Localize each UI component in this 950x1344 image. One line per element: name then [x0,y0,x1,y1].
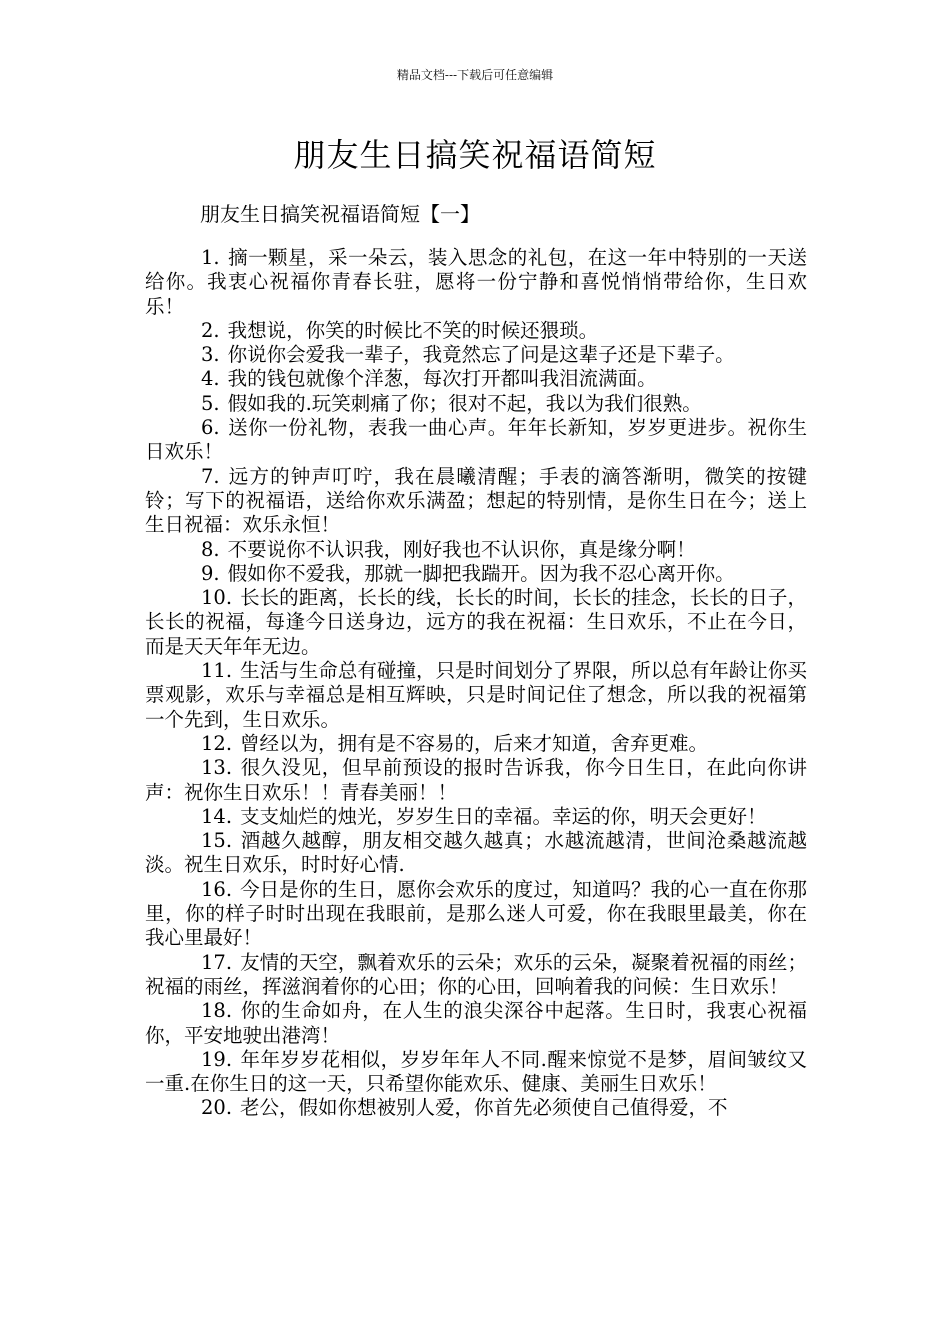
wish-text: 长长的距离，长长的线，长长的时间，长长的挂念，长长的日子，长长的祝福，每逢今日送身边，远方的我在祝福：生日欢乐，不止在今日，而是天天年年无边。 [145,586,807,658]
wish-item [145,392,807,416]
wish-number: 14. [201,804,233,828]
wish-text: 我的钱包就像个洋葱，每次打开都叫我泪流满面。 [227,367,657,391]
wish-item [145,659,807,732]
wish-number: 9. [201,561,220,585]
wish-item [145,538,807,562]
wish-text: 送你一份礼物，表我一曲心声。年年长新知，岁岁更进步。祝你生日欢乐！ [145,416,807,464]
wish-number: 4. [201,367,220,391]
wish-number: 1. [201,246,220,269]
wish-text: 生活与生命总有碰撞，只是时间划分了界限，所以总有年龄让你买票观影，欢乐与幸福总是相互辉映，只是时间记住了想念，所以我的祝福第一个先到，生日欢乐。 [145,659,807,731]
wish-number: 15. [201,829,233,853]
wish-text: 很久没见，但早前预设的报时告诉我，你今日生日，在此向你讲声：祝你生日欢乐！！青春美丽！！ [145,756,807,804]
wish-number: 2. [201,318,220,342]
wish-number: 19. [201,1047,233,1071]
wish-item [145,465,807,538]
wish-text: 曾经以为，拥有是不容易的，后来才知道，舍弃更难。 [240,731,709,755]
wish-number: 6. [201,416,220,440]
wish-number: 17. [201,950,233,974]
wish-number: 20. [201,1096,233,1120]
wish-number: 18. [201,999,233,1023]
wish-text: 假如你不爱我，那就一脚把我踹开。因为我不忍心离开你。 [227,561,735,585]
wish-text: 远方的钟声叮咛，我在晨曦清醒；手表的滴答渐明，微笑的按键铃；写下的祝福语，送给你欢乐满盈；想起的特别情，是你生日在今；送上生日祝福：欢乐永恒！ [145,464,807,537]
wish-text: 你说你会爱我一辈子，我竟然忘了问是这辈子还是下辈子。 [227,343,735,367]
page-header: 精品文档---下载后可任意编辑 [396,68,554,82]
wish-text: 不要说你不认识我，刚好我也不认识你，真是缘分啊！ [227,537,696,561]
wish-text: 摘一颗星，采一朵云，装入思念的礼包，在这一年中特别的一天送给你。我衷心祝福你青春长驻，愿将一份宁静和喜悦悄悄带给你，生日欢乐！ [145,246,807,318]
wish-item [145,319,807,343]
wish-item [145,562,807,586]
wish-number: 7. [201,464,220,488]
wish-number: 11. [201,659,233,683]
wish-item [145,586,807,659]
wish-item [145,343,807,367]
wish-number: 3. [201,343,220,367]
wish-item [145,756,807,805]
document-title: 朋友生日搞笑祝福语简短 [293,136,657,174]
wish-text: 今日是你的生日，愿你会欢乐的度过，知道吗？我的心一直在你那里，你的样子时时出现在我眼前，是那么迷人可爱，你在我眼里最美，你在我心里最好！ [145,877,807,950]
wish-text: 老公，假如你想被别人爱，你首先必须使自己值得爱，不 [240,1096,728,1120]
wish-number: 16. [201,877,233,901]
wish-item [145,246,807,319]
wish-text: 年年岁岁花相似，岁岁年年人不同.醒来惊觉不是梦，眉间皱纹又一重.在你生日的这一天，只希望你能欢乐、健康、美丽生日欢乐！ [145,1047,807,1096]
wish-text: 假如我的.玩笑刺痛了你；很对不起，我以为我们很熟。 [227,391,702,415]
wish-item [145,1048,807,1097]
wish-item [145,805,807,829]
wish-item [145,732,807,756]
wishes-list [145,246,807,1121]
wish-number: 10. [201,586,233,610]
wish-item [145,829,807,878]
wish-text: 我想说，你笑的时候比不笑的时候还猥琐。 [227,318,599,342]
wish-number: 12. [201,731,233,755]
wish-number: 13. [201,756,233,780]
wish-text: 支支灿烂的烛光，岁岁生日的幸福。幸运的你，明天会更好！ [240,804,767,828]
section-subtitle: 朋友生日搞笑祝福语简短【一】 [200,202,480,226]
wish-number: 8. [201,537,220,561]
wish-item [145,1096,807,1120]
wish-item [145,367,807,391]
wish-text: 酒越久越醇，朋友相交越久越真；水越流越清，世间沧桑越流越淡。祝生日欢乐，时时好心情. [145,829,807,877]
wish-item [145,878,807,951]
wish-item [145,416,807,465]
wish-item [145,999,807,1048]
wish-text: 你的生命如舟，在人生的浪尖深谷中起落。生日时，我衷心祝福你，平安地驶出港湾！ [145,999,807,1047]
wish-item [145,951,807,1000]
wish-number: 5. [201,391,220,415]
wish-text: 友情的天空，飘着欢乐的云朵；欢乐的云朵，凝聚着祝福的雨丝；祝福的雨丝，挥滋润着你的心田；你的心田，回响着我的问候：生日欢乐！ [145,950,807,998]
